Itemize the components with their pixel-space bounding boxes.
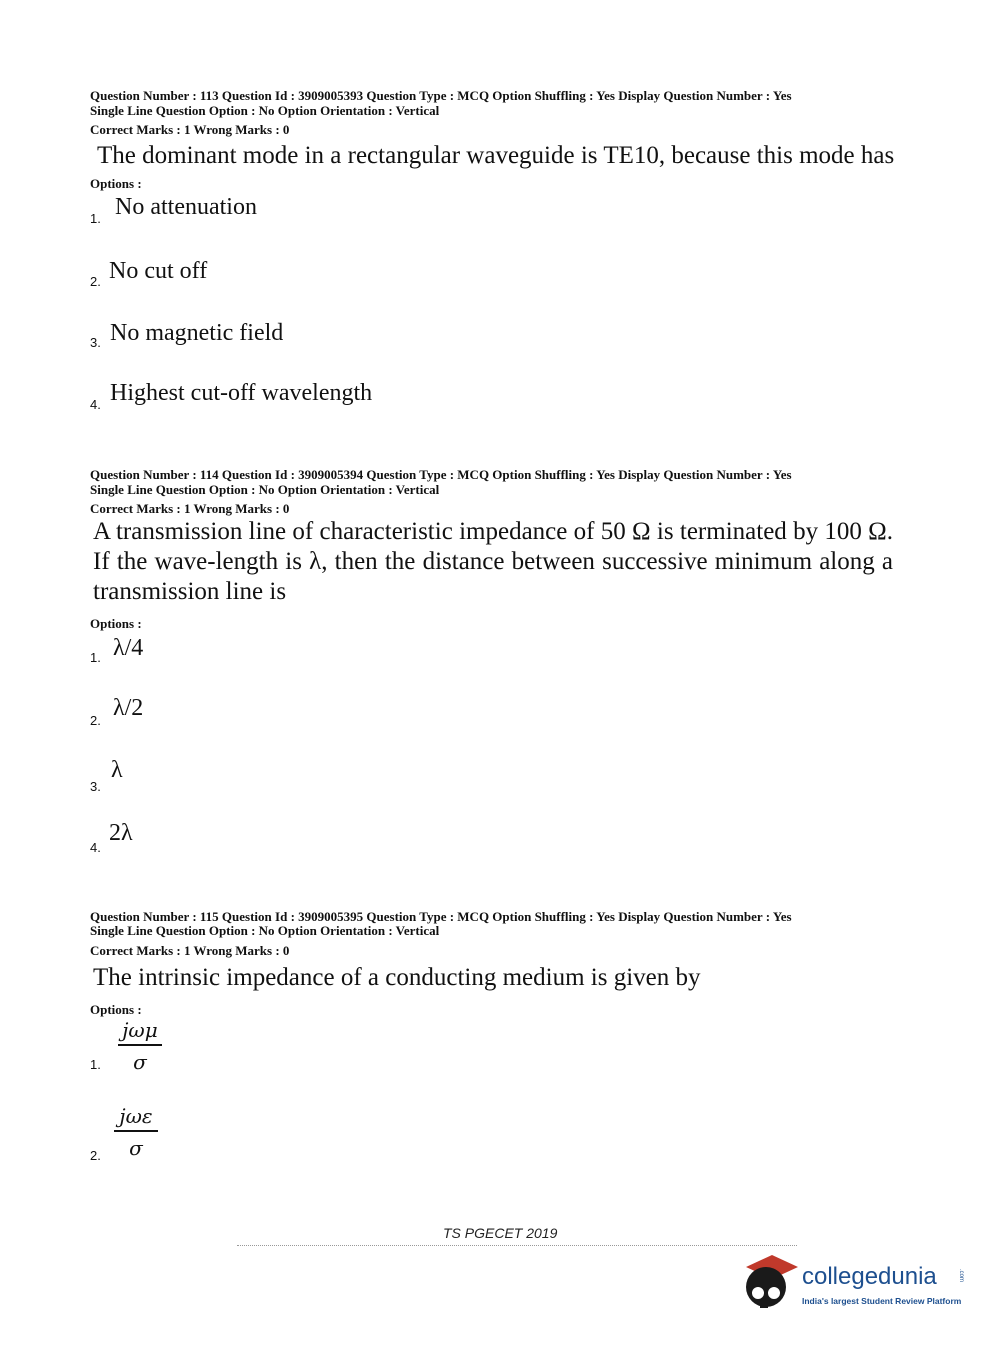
option-number: 4. [90,397,101,412]
question-text: The dominant mode in a rectangular waveguide is TE10, because this mode has [97,142,895,169]
fraction-denominator: σ [129,1136,143,1160]
question-text: The intrinsic impedance of a conducting medium is given by [93,964,701,991]
option-text: No attenuation [115,194,257,220]
option-number: 3. [90,335,101,350]
fraction-numerator: jωμ [118,1018,162,1046]
option-number: 1. [90,650,101,665]
fraction-numerator: jωε [114,1104,158,1132]
logo-suffix: .com [958,1269,964,1283]
question-meta-2: Single Line Question Option : No Option Orientation : Vertical [90,923,440,938]
fraction-denominator: σ [133,1050,147,1074]
question-marks: Correct Marks : 1 Wrong Marks : 0 [90,943,290,958]
question-meta: Question Number : 115 Question Id : 3909005395 Question Type : MCQ Option Shuffling : Yes Display Question Number : Yes [90,909,792,924]
mascot-icon [738,1247,800,1315]
fraction-option [114,1104,158,1160]
option-text: λ [111,757,123,783]
collegedunia-logo [738,1247,978,1317]
options-label: Options : [90,616,142,631]
logo-name: collegedunia [802,1263,937,1290]
option-text: No cut off [109,258,208,284]
option-number: 2. [90,713,101,728]
option-text: 2λ [109,820,133,846]
options-label: Options : [90,1002,142,1017]
fraction-option [118,1018,162,1074]
options-label: Options : [90,176,142,191]
option-text: Highest cut-off wavelength [110,380,373,406]
question-meta: Question Number : 114 Question Id : 3909005394 Question Type : MCQ Option Shuffling : Yes Display Question Number : Yes [90,467,792,482]
option-number: 2. [90,274,101,289]
question-meta: Question Number : 113 Question Id : 3909005393 Question Type : MCQ Option Shuffling : Yes Display Question Number : Yes [90,88,792,103]
question-meta-2: Single Line Question Option : No Option Orientation : Vertical [90,482,440,497]
logo-tagline: India's largest Student Review Platform [802,1296,962,1306]
option-number: 1. [90,1057,101,1072]
footer-divider [237,1245,797,1246]
option-text: No magnetic field [110,320,284,346]
question-meta-2: Single Line Question Option : No Option Orientation : Vertical [90,103,440,118]
option-text: λ/4 [113,635,144,661]
option-number: 1. [90,211,101,226]
question-marks: Correct Marks : 1 Wrong Marks : 0 [90,122,290,137]
question-marks: Correct Marks : 1 Wrong Marks : 0 [90,501,290,516]
footer-text: TS PGECET 2019 [443,1225,558,1241]
option-number: 2. [90,1148,101,1163]
option-number: 3. [90,779,101,794]
question-text: A transmission line of characteristic impedance of 50 Ω is terminated by 100 Ω. If the wave-length is λ, then the distance between successive minimum along a transmission line is [93,518,893,605]
option-number: 4. [90,840,101,855]
option-text: λ/2 [113,695,144,721]
